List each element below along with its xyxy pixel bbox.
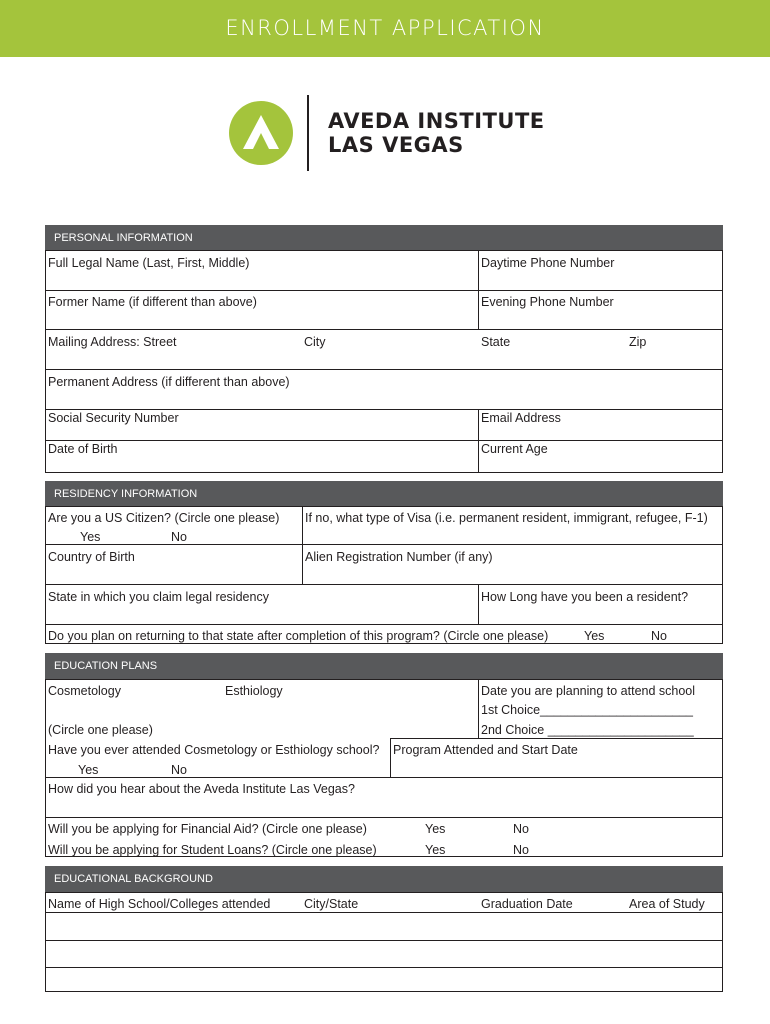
page-title: ENROLLMENT APPLICATION xyxy=(225,16,545,40)
col-divider xyxy=(478,250,479,330)
resident-duration-field[interactable]: How Long have you been a resident? xyxy=(481,590,689,604)
logo-text-line1: AVEDA INSTITUTE xyxy=(328,109,545,133)
city-field[interactable]: City xyxy=(304,335,326,349)
row-divider xyxy=(45,369,723,370)
logo-divider xyxy=(307,95,309,171)
header-banner xyxy=(0,0,770,57)
column-header-area-of-study: Area of Study xyxy=(629,897,705,911)
financial-aid-yes-option[interactable]: Yes xyxy=(425,822,446,836)
mailing-street-field[interactable]: Mailing Address: Street xyxy=(48,335,177,349)
cosmetology-option[interactable]: Cosmetology xyxy=(48,684,121,698)
former-name-field[interactable]: Former Name (if different than above) xyxy=(48,295,257,309)
row-divider xyxy=(45,329,723,330)
student-loans-yes-option[interactable]: Yes xyxy=(425,843,446,857)
country-of-birth-field[interactable]: Country of Birth xyxy=(48,550,135,564)
logo-a-icon xyxy=(229,101,293,165)
esthiology-option[interactable]: Esthiology xyxy=(225,684,283,698)
student-loans-question: Will you be applying for Student Loans? (Circle one please) xyxy=(48,843,377,857)
section-header-residency: RESIDENCY INFORMATION xyxy=(45,481,723,506)
aveda-logo-mark xyxy=(229,101,293,165)
alien-registration-field[interactable]: Alien Registration Number (if any) xyxy=(305,550,493,564)
permanent-address-field[interactable]: Permanent Address (if different than above) xyxy=(48,375,290,389)
column-header-city-state: City/State xyxy=(304,897,359,911)
ssn-field[interactable]: Social Security Number xyxy=(48,411,179,425)
row-divider xyxy=(45,777,723,778)
col-divider xyxy=(478,679,479,738)
attend-date-label: Date you are planning to attend school xyxy=(481,684,696,698)
row-divider xyxy=(45,544,723,545)
legal-residency-state-field[interactable]: State in which you claim legal residency xyxy=(48,590,269,604)
financial-aid-question: Will you be applying for Financial Aid? (Circle one please) xyxy=(48,822,367,836)
return-no-option[interactable]: No xyxy=(651,629,667,643)
state-field[interactable]: State xyxy=(481,335,511,349)
logo-text-line2: LAS VEGAS xyxy=(328,133,464,157)
attended-school-question: Have you ever attended Cosmetology or Esthiology school? xyxy=(48,743,380,757)
row-divider xyxy=(45,290,723,291)
age-field[interactable]: Current Age xyxy=(481,442,548,456)
education-entry-row[interactable] xyxy=(46,968,722,991)
zip-field[interactable]: Zip xyxy=(629,335,647,349)
circle-one-note: (Circle one please) xyxy=(48,723,153,737)
dob-field[interactable]: Date of Birth xyxy=(48,442,118,456)
col-divider xyxy=(302,506,303,584)
evening-phone-field[interactable]: Evening Phone Number xyxy=(481,295,614,309)
col-divider xyxy=(478,584,479,624)
section-header-educational-background: EDUCATIONAL BACKGROUND xyxy=(45,866,723,892)
first-choice-field[interactable]: 1st Choice______________________ xyxy=(481,703,693,717)
col-divider xyxy=(390,738,391,777)
return-yes-option[interactable]: Yes xyxy=(584,629,605,643)
col-divider xyxy=(478,409,479,473)
row-divider xyxy=(390,738,723,739)
us-citizen-question: Are you a US Citizen? (Circle one please) xyxy=(48,511,280,525)
how-hear-field[interactable]: How did you hear about the Aveda Institute Las Vegas? xyxy=(48,782,355,796)
email-field[interactable]: Email Address xyxy=(481,411,561,425)
attended-yes-option[interactable]: Yes xyxy=(78,763,99,777)
attended-no-option[interactable]: No xyxy=(171,763,187,777)
row-divider xyxy=(45,409,723,410)
second-choice-field[interactable]: 2nd Choice _____________________ xyxy=(481,723,694,737)
citizen-no-option[interactable]: No xyxy=(171,530,187,544)
section-header-education-plans: EDUCATION PLANS xyxy=(45,653,723,679)
row-divider xyxy=(45,817,723,818)
section-header-personal: PERSONAL INFORMATION xyxy=(45,225,723,250)
financial-aid-no-option[interactable]: No xyxy=(513,822,529,836)
row-divider xyxy=(45,584,723,585)
education-entry-row[interactable] xyxy=(46,941,722,966)
row-divider xyxy=(45,440,723,441)
visa-type-field[interactable]: If no, what type of Visa (i.e. permanent resident, immigrant, refugee, F-1) xyxy=(305,511,708,525)
program-attended-field[interactable]: Program Attended and Start Date xyxy=(393,743,578,757)
full-name-field[interactable]: Full Legal Name (Last, First, Middle) xyxy=(48,256,250,270)
education-entry-row[interactable] xyxy=(46,913,722,939)
student-loans-no-option[interactable]: No xyxy=(513,843,529,857)
daytime-phone-field[interactable]: Daytime Phone Number xyxy=(481,256,615,270)
column-header-school: Name of High School/Colleges attended xyxy=(48,897,271,911)
citizen-yes-option[interactable]: Yes xyxy=(80,530,101,544)
row-divider xyxy=(45,624,723,625)
column-header-graduation-date: Graduation Date xyxy=(481,897,573,911)
return-state-question: Do you plan on returning to that state after completion of this program? (Circle one please) xyxy=(48,629,549,643)
